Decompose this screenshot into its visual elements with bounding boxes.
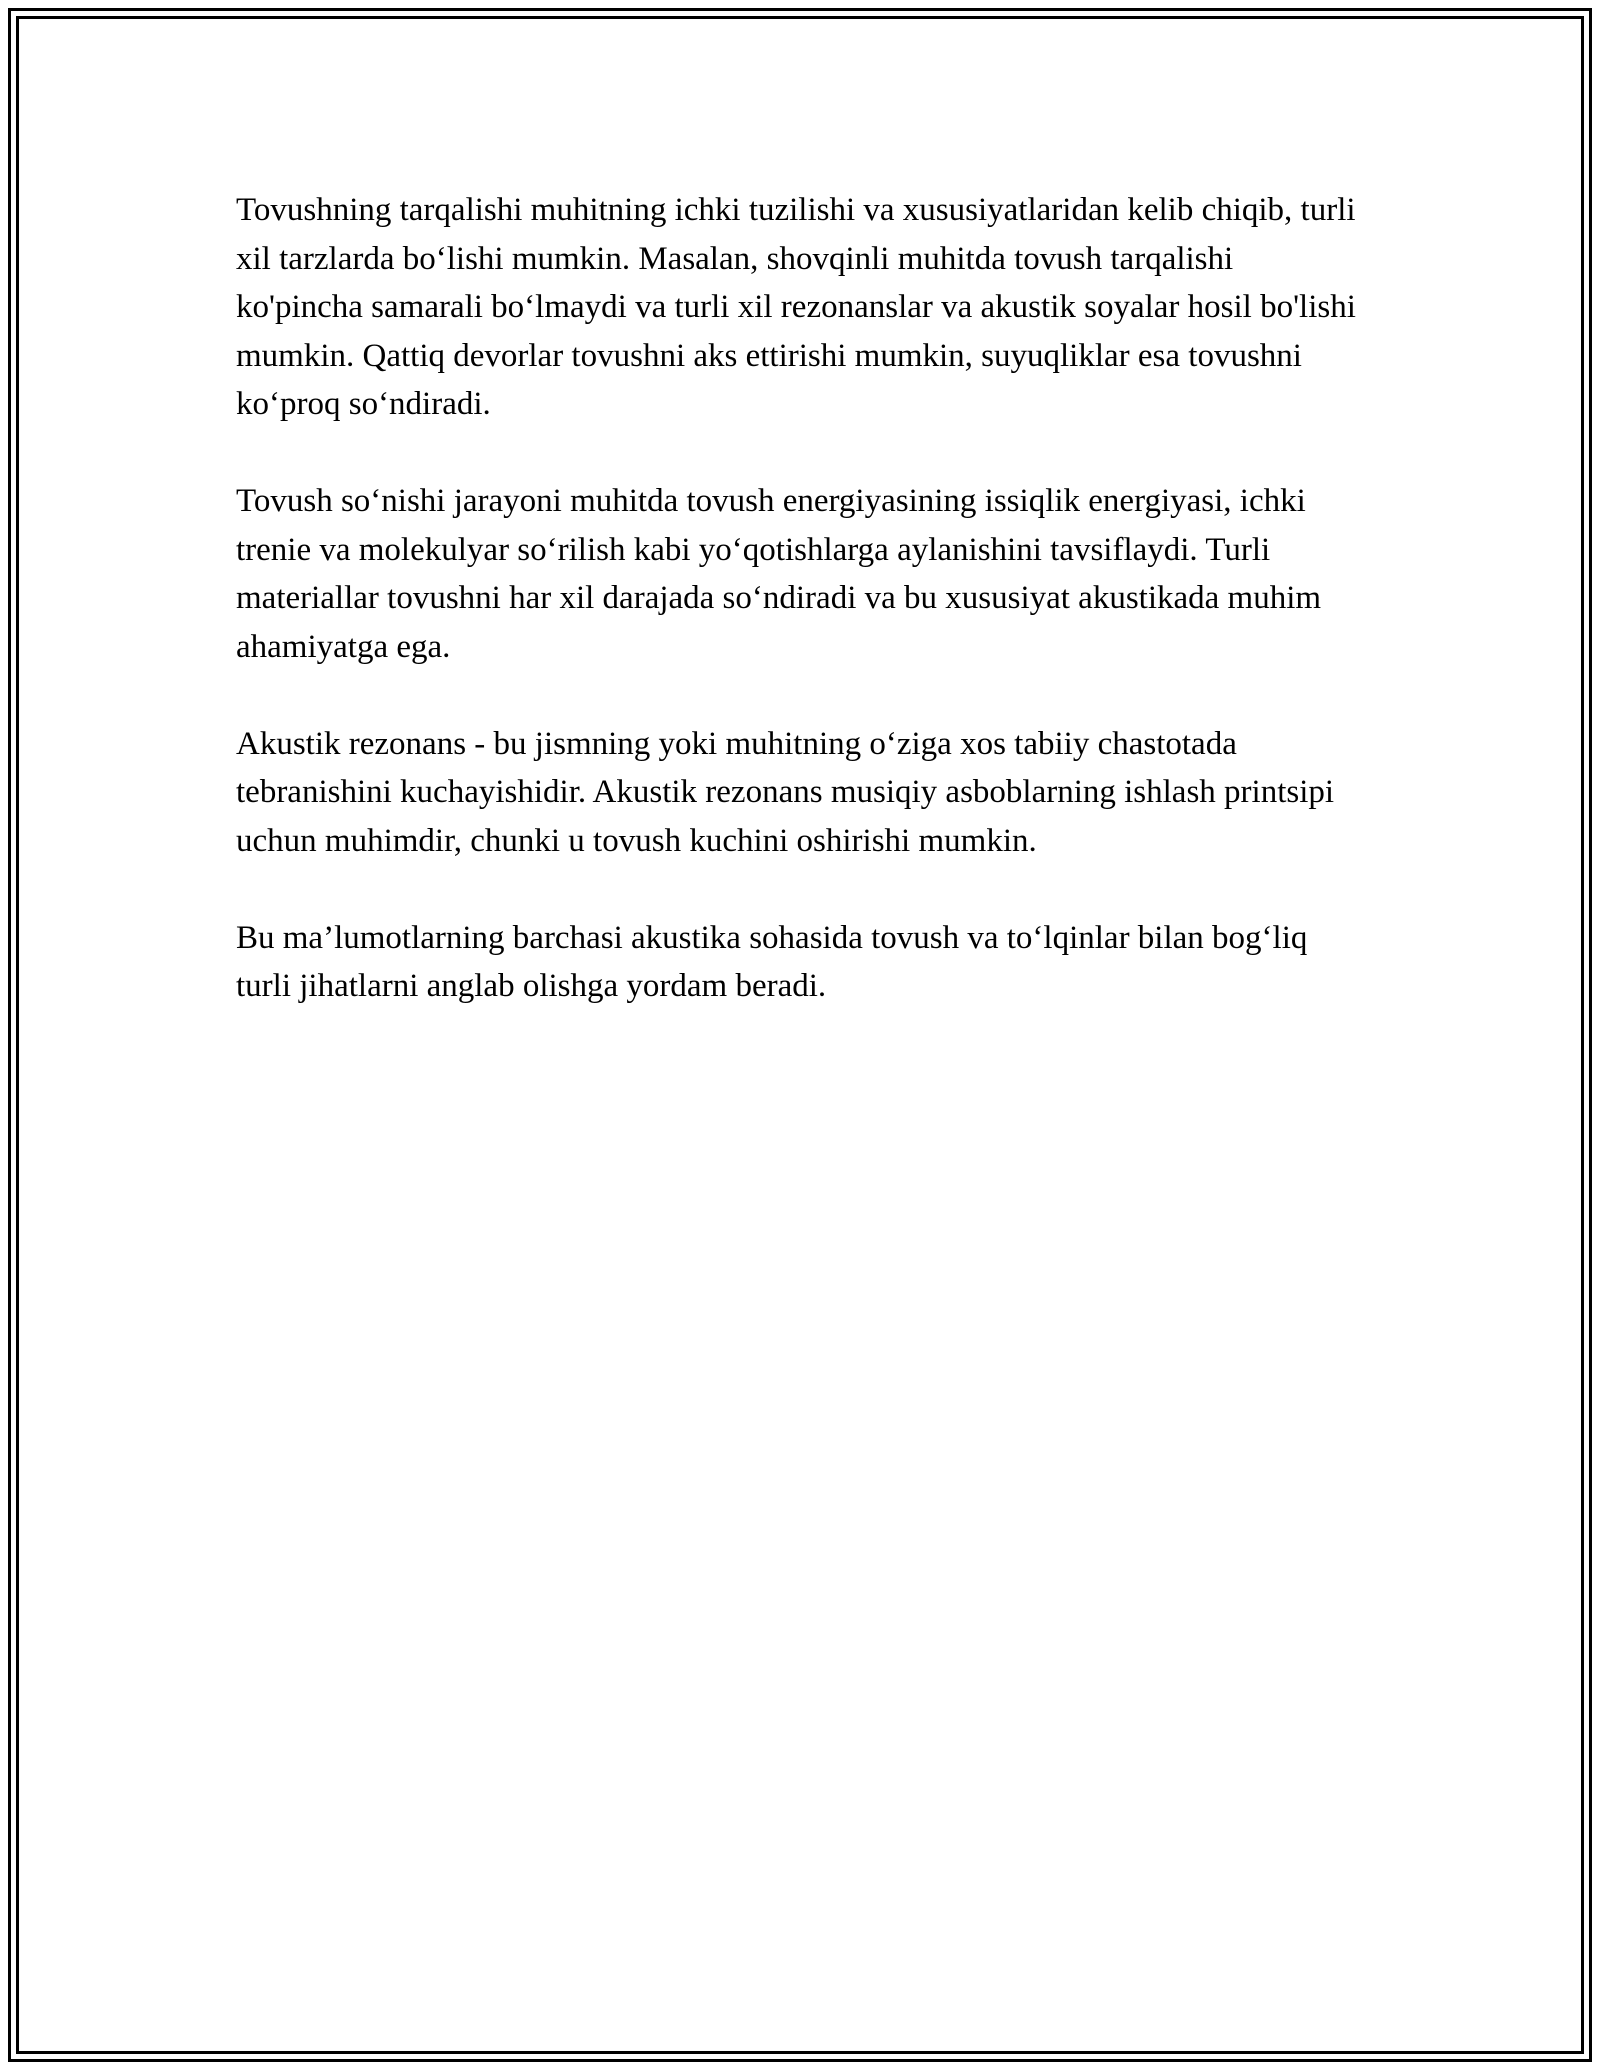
paragraph-sound-attenuation: Tovush so‘nishi jarayoni muhitda tovush energiyasining issiqlik energiyasi, ichki trenie va molekulyar so‘rilish kabi yo‘qotishlarga aylanishini tavsiflaydi. Turli materiallar tovushni har xil darajada so‘ndiradi va bu xususiyat akustikada muhim ahamiyatga ega. xyxy=(236,483,1322,665)
paragraph-acoustic-resonance: Akustik rezonans - bu jismning yoki muhitning o‘ziga xos tabiiy chastotada tebranishini kuchayishidir. Akustik rezonans musiqiy asboblarning ishlash printsipi uchun muhimdir, chunki u tovush kuchini oshirishi mumkin. xyxy=(236,725,1335,859)
document-body xyxy=(236,186,1366,1011)
paragraph-sound-propagation: Tovushning tarqalishi muhitning ichki tuzilishi va xususiyatlaridan kelib chiqib, turli xil tarzlarda bo‘lishi mumkin. Masalan, shovqinli muhitda tovush tarqalishi ko'pincha samarali bo‘lmaydi va turli xil rezonanslar va akustik soyalar hosil bo'lishi mumkin. Qattiq devorlar tovushni aks ettirishi mumkin, suyuqliklar esa tovushni ko‘proq so‘ndiradi. xyxy=(236,192,1356,422)
paragraph-conclusion: Bu ma’lumotlarning barchasi akustika sohasida tovush va to‘lqinlar bilan bog‘liq turli jihatlarni anglab olishga yordam beradi. xyxy=(236,919,1308,1004)
